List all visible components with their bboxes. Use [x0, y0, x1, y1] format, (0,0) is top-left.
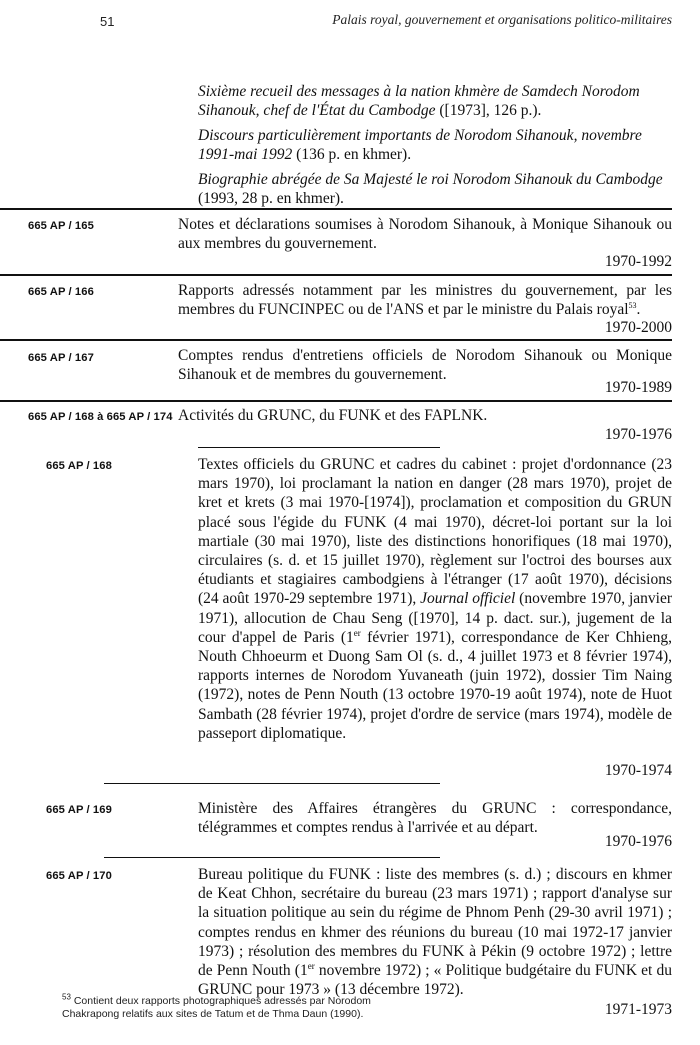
bibliography-list [198, 82, 678, 214]
sub-entry-date: 1970-1976 [604, 833, 672, 850]
sub-entry-rule [198, 447, 440, 448]
entry-date: 1970-2000 [604, 319, 672, 336]
entry-rule [0, 339, 672, 341]
entry-description: Notes et déclarations soumises à Norodom Sihanouk, à Monique Sihanouk ou aux membres du gouvernement. [178, 216, 672, 253]
entry-code: 665 AP / 165 [28, 220, 94, 232]
bibliography-item: Discours particulièrement importants de Norodom Sihanouk, novembre 1991-mai 1992 (136 p. en khmer). [198, 127, 642, 163]
sub-entry-rule [104, 783, 440, 784]
footnote: $^{53}$ Contient deux rapports photographiques adressés par Norodom Chakrapong relatifs aux sites de Tatum et de Thma Daun (1990). [62, 992, 371, 1020]
entry-code: 665 AP / 168 à 665 AP / 174 [28, 411, 173, 423]
sub-entry-code: 665 AP / 170 [46, 870, 112, 882]
sub-entry-description: Textes officiels du GRUNC et cadres du cabinet : projet d'ordonnance (23 mars 1970), loi proclamant la nation en danger (28 mars 1970), projet de kret et krets (3 mai 1970-[1974]), proclamation et composition du GRUN placé sous l'égide du FUNK (4 mai 1970), décret-loi portant sur la loi martiale (30 mai 1970), liste des distinctions honorifiques (18 mai 1970), circulaires (s. d. et 15 juillet 1970), règlement sur l'octroi des bourses aux étudiants et stagiaires cambodgiens à l'étranger (17 août 1970), décisions (24 août 1970-29 septembre 1971), Journal officiel (novembre 1970, janvier 1971), allocution de Chau Seng ([1970], 14 p. dact. sur.), jugement de la cour d'appel de Paris (1er février 1971), correspondance de Ker Chhieng, Nouth Chhoeurm et Duong Sam Ol (s. d., 4 juillet 1973 et 8 février 1974), rapports internes de Norodom Yuvaneath (juin 1972), dossier Tim Naing (1972), notes de Penn Nouth (13 octobre 1970-19 août 1974), note de Huot Sambath (28 février 1974), projet d'ordre de service (mars 1974), modèle de passeport diplomatique. [198, 456, 672, 742]
sub-entry-date: 1971-1973 [604, 1001, 672, 1018]
sub-entry-description: Ministère des Affaires étrangères du GRUNC : correspondance, télégrammes et comptes rendus à l'arrivée et au départ. [198, 800, 672, 837]
entry-description: Activités du GRUNC, du FUNK et des FAPLNK. [178, 407, 488, 424]
entry-date: 1970-1992 [604, 253, 672, 270]
entry-description: Rapports adressés notamment par les ministres du gouvernement, par les membres du FUNCINPEC ou de l'ANS et par le ministre du Palais royal$^{53}$. [178, 282, 672, 319]
running-title: Palais royal, gouvernement et organisations politico-militaires [332, 12, 672, 27]
sub-entry-description: Bureau politique du FUNK : liste des membres (s. d.) ; discours en khmer de Keat Chhon, secrétaire du bureau (23 mars 1971) ; rapport d'analyse sur la situation politique au sein du régime de Phnom Penh (29-30 avril 1971) ; comptes rendus en khmer des réunions du bureau (10 mai 1972-17 janvier 1973) ; résolution des membres du FUNK à Pékin (9 octobre 1972) ; lettre de Penn Nouth (1er novembre 1972) ; « Politique budgétaire du FUNK et du GRUNC pour 1973 » (13 décembre 1972). [198, 866, 672, 999]
footnote-number: 53 [62, 992, 71, 1002]
page-number: 51 [100, 14, 115, 29]
entry-description: Comptes rendus d'entretiens officiels de Norodom Sihanouk ou Monique Sihanouk et de membres du gouvernement. [178, 347, 672, 384]
entry-rule [0, 208, 672, 210]
entry-rule [0, 274, 672, 276]
sub-entry-rule [104, 857, 440, 858]
sub-entry-code: 665 AP / 169 [46, 804, 112, 816]
footnote-reference: 53 [628, 301, 637, 311]
bibliography-item: Biographie abrégée de Sa Majesté le roi Norodom Sihanouk du Cambodge (1993, 28 p. en khmer). [198, 171, 663, 207]
sub-entry-code: 665 AP / 168 [46, 460, 112, 472]
sub-entry-date: 1970-1974 [604, 762, 672, 779]
entry-date: 1970-1989 [604, 379, 672, 396]
entry-code: 665 AP / 167 [28, 352, 94, 364]
bibliography-item: Sixième recueil des messages à la nation khmère de Samdech Norodom Sihanouk, chef de l'État du Cambodge ([1973], 126 p.). [198, 83, 640, 119]
entry-date: 1970-1976 [604, 426, 672, 443]
entry-code: 665 AP / 166 [28, 286, 94, 298]
entry-rule [0, 400, 672, 402]
